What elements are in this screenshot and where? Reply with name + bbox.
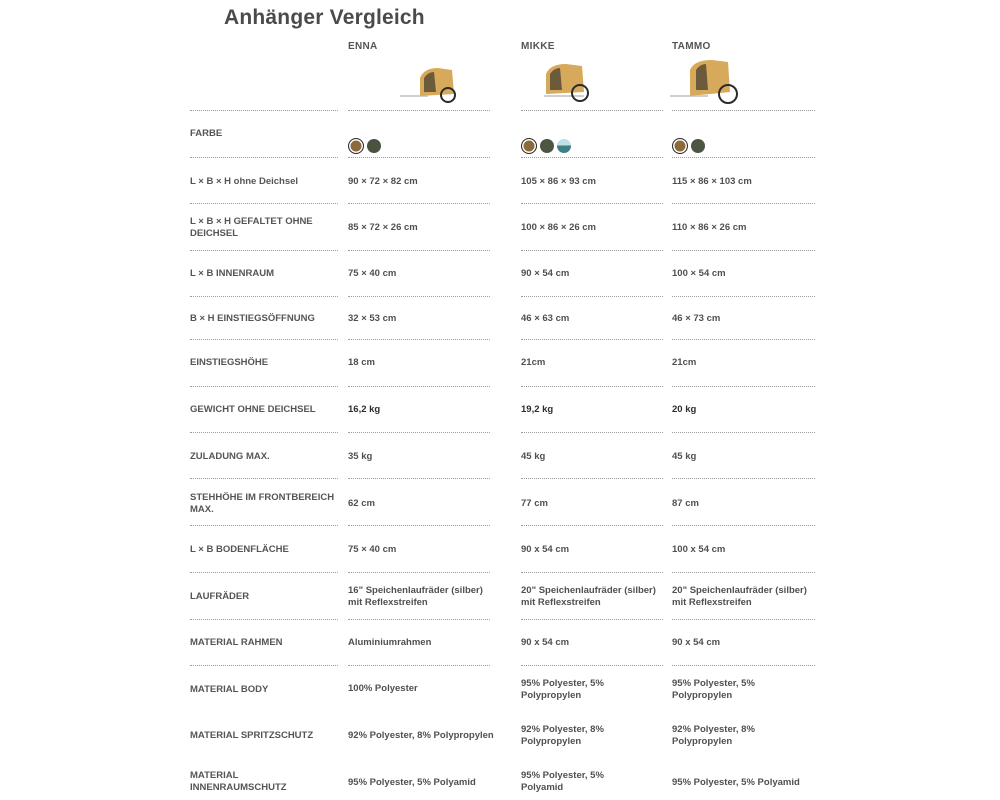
mikke-trailer-image — [540, 60, 596, 106]
row-label-farbe: FARBE — [190, 128, 223, 139]
enna-value: 35 kg — [348, 451, 373, 462]
enna-value: 75 × 40 cm — [348, 268, 397, 279]
mikke-value: 100 × 86 × 26 cm — [521, 222, 597, 233]
tammo-value: 21cm — [672, 357, 697, 368]
color-swatch-olive[interactable] — [540, 139, 554, 153]
enna-value: 62 cm — [348, 498, 375, 509]
page-title: Anhänger Vergleich — [224, 6, 425, 29]
row-label: STEHHÖHE IM FRONTBEREICH MAX. — [190, 492, 335, 515]
tammo-value: 45 kg — [672, 451, 697, 462]
mikke-value: 45 kg — [521, 451, 546, 462]
enna-value: 90 × 72 × 82 cm — [348, 176, 418, 187]
color-swatch-olive[interactable] — [367, 139, 381, 153]
mikke-value: 105 × 86 × 93 cm — [521, 176, 597, 187]
color-swatch-teal[interactable] — [557, 139, 571, 153]
tammo-value: 95% Polyester, 5% Polyamid — [672, 777, 800, 788]
row-label: MATERIAL RAHMEN — [190, 637, 283, 648]
enna-value: 85 × 72 × 26 cm — [348, 222, 418, 233]
enna-value: 75 × 40 cm — [348, 544, 397, 555]
mikke-value: 92% Polyester, 8% Polypropylen — [521, 724, 604, 747]
enna-value: 95% Polyester, 5% Polyamid — [348, 777, 476, 788]
mikke-color-swatches — [521, 137, 666, 155]
tammo-color-swatches — [672, 137, 822, 155]
mikke-value: 46 × 63 cm — [521, 313, 570, 324]
mikke-value: 19,2 kg — [521, 404, 554, 415]
tammo-value: 90 x 54 cm — [672, 637, 721, 648]
row-label: LAUFRÄDER — [190, 591, 250, 602]
enna-value: Aluminiumrahmen — [348, 637, 432, 648]
enna-color-swatches — [348, 137, 498, 155]
row-label: ZULADUNG MAX. — [190, 451, 270, 462]
tammo-value: 115 × 86 × 103 cm — [672, 176, 752, 187]
row-label: EINSTIEGSHÖHE — [190, 357, 269, 368]
color-swatch-brown[interactable] — [521, 138, 537, 154]
enna-value: 32 × 53 cm — [348, 313, 397, 324]
enna-value: 18 cm — [348, 357, 375, 368]
tammo-value: 95% Polyester, 5% Polypropylen — [672, 678, 755, 701]
row-label: MATERIAL INNENRAUMSCHUTZ — [190, 770, 287, 793]
mikke-value: 95% Polyester, 5% Polyamid — [521, 770, 604, 793]
column-header-tammo: TAMMO — [672, 41, 711, 52]
tammo-value: 100 × 54 cm — [672, 268, 726, 279]
row-label: L × B × H GEFALTET OHNE DEICHSEL — [190, 216, 313, 239]
tammo-value: 20 kg — [672, 404, 697, 415]
tammo-value: 46 × 73 cm — [672, 313, 721, 324]
row-label: L × B INNENRAUM — [190, 268, 275, 279]
tammo-value: 100 x 54 cm — [672, 544, 726, 555]
mikke-value: 20" Speichenlaufräder (silber) mit Reflexstreifen — [521, 585, 656, 608]
enna-value: 16,2 kg — [348, 404, 381, 415]
row-label: MATERIAL SPRITZSCHUTZ — [190, 730, 314, 741]
color-swatch-olive[interactable] — [691, 139, 705, 153]
row-label: L × B BODENFLÄCHE — [190, 544, 289, 555]
tammo-value: 20" Speichenlaufräder (silber) mit Reflexstreifen — [672, 585, 807, 608]
mikke-value: 95% Polyester, 5% Polypropylen — [521, 678, 604, 701]
color-swatch-brown[interactable] — [348, 138, 364, 154]
enna-trailer-image — [398, 64, 462, 106]
column-header-mikke: MIKKE — [521, 41, 555, 52]
tammo-value: 110 × 86 × 26 cm — [672, 222, 747, 233]
mikke-value: 77 cm — [521, 498, 548, 509]
mikke-value: 90 × 54 cm — [521, 268, 570, 279]
tammo-value: 87 cm — [672, 498, 699, 509]
mikke-value: 90 x 54 cm — [521, 637, 570, 648]
tammo-value: 92% Polyester, 8% Polypropylen — [672, 724, 755, 747]
tammo-trailer-image — [668, 56, 744, 108]
mikke-value: 90 x 54 cm — [521, 544, 570, 555]
enna-value: 16" Speichenlaufräder (silber) mit Reflexstreifen — [348, 585, 483, 608]
row-label: GEWICHT OHNE DEICHSEL — [190, 404, 316, 415]
enna-value: 92% Polyester, 8% Polypropylen — [348, 730, 494, 741]
row-label: B × H EINSTIEGSÖFFNUNG — [190, 313, 315, 324]
enna-value: 100% Polyester — [348, 683, 418, 694]
mikke-value: 21cm — [521, 357, 546, 368]
row-label: MATERIAL BODY — [190, 684, 269, 695]
column-header-enna: ENNA — [348, 41, 378, 52]
color-swatch-brown[interactable] — [672, 138, 688, 154]
row-label: L × B × H ohne Deichsel — [190, 176, 299, 187]
